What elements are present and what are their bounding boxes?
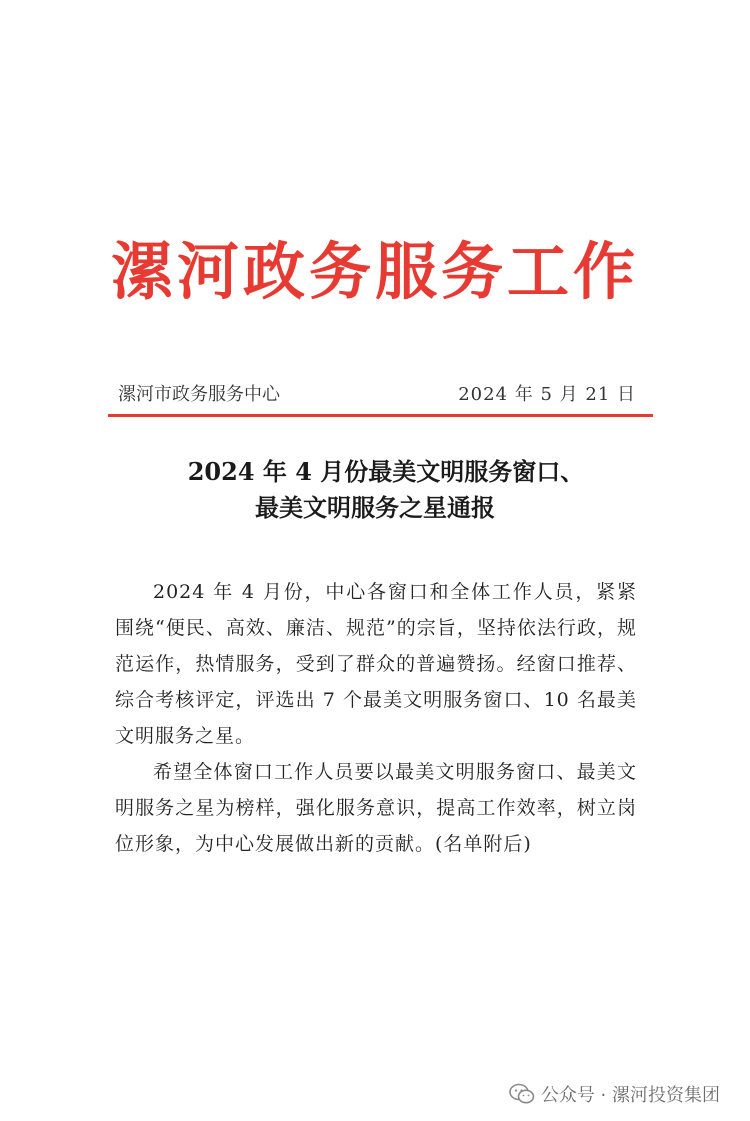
watermark-text: 公众号 · 漯河投资集团	[540, 1085, 720, 1106]
header-meta	[118, 380, 636, 410]
red-divider	[108, 414, 653, 417]
body-paragraph-2: 希望全体窗口工作人员要以最美文明服务窗口、最美文明服务之星为榜样，强化服务意识，提高工作效率，树立岗位形象，为中心发展做出新的贡献。(名单附后)	[115, 761, 637, 855]
masthead-title: 漯河政务服务工作	[110, 235, 639, 308]
wechat-watermark	[509, 1080, 720, 1108]
document-title	[0, 454, 750, 526]
wechat-icon	[509, 1083, 535, 1105]
issuing-organization: 漯河市政务服务中心	[118, 384, 280, 405]
issue-date: 2024 年 5 月 21 日	[458, 384, 636, 405]
document-title-line-1: 2024 年 4 月份最美文明服务窗口、	[187, 457, 585, 486]
document-title-line-2: 最美文明服务之星通报	[255, 493, 495, 522]
body-paragraph-1: 2024 年 4 月份，中心各窗口和全体工作人员，紧紧围绕“便民、高效、廉洁、规范”的宗旨，坚持依法行政，规范运作，热情服务，受到了群众的普遍赞扬。经窗口推荐、综合考核评定，评选出 7 个最美文明服务窗口、10 名最美文明服务之星。	[115, 581, 637, 747]
document-body	[115, 574, 637, 862]
